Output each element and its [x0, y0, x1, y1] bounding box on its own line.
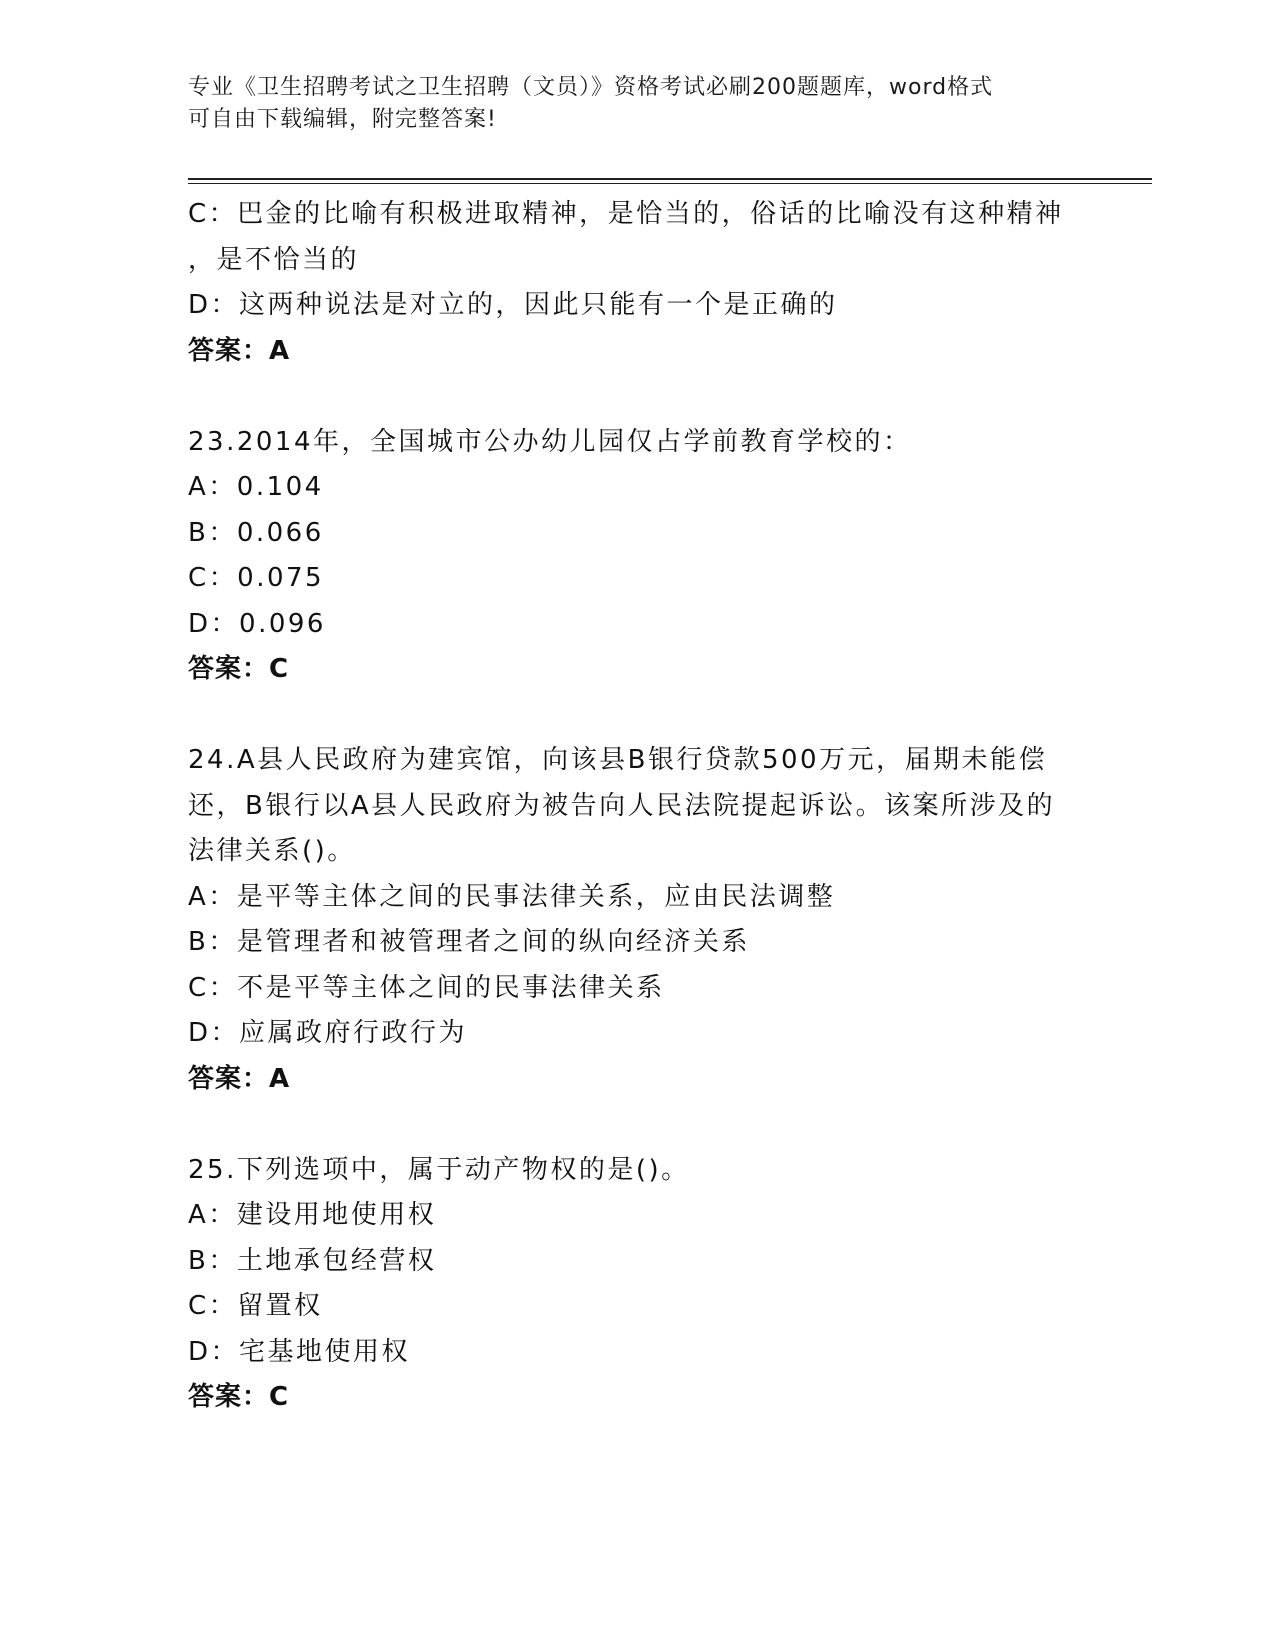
- option-b: B：0.066: [188, 517, 324, 548]
- header-title-line-1: 专业《卫生招聘考试之卫生招聘（文员）》资格考试必刷200题题库，word格式: [188, 75, 994, 100]
- option-d: D：应属政府行政行为: [188, 1018, 468, 1048]
- header-rule-thick: [188, 178, 1152, 180]
- question-stem-line-1: 24.A县人民政府为建宾馆，向该县B银行贷款500万元，届期未能偿: [188, 745, 1048, 775]
- option-d: D：宅基地使用权: [188, 1336, 411, 1367]
- question-stem-line-3: 法律关系()。: [188, 836, 356, 866]
- option-a: A：建设用地使用权: [188, 1200, 437, 1230]
- option-c-line-2: ，是不恰当的: [188, 244, 360, 275]
- question-content: [188, 192, 1088, 1421]
- option-a: A：是平等主体之间的民事法律关系，应由民法调整: [188, 881, 836, 912]
- header-rule-thin: [188, 183, 1152, 184]
- answer-line: 答案：A: [188, 1063, 291, 1094]
- option-b: B：土地承包经营权: [188, 1245, 437, 1276]
- option-c: C：0.075: [188, 563, 325, 593]
- option-a: A：0.104: [188, 472, 324, 502]
- option-d: D：这两种说法是对立的，因此只能有一个是正确的: [188, 290, 838, 320]
- answer-line: 答案：C: [188, 1382, 290, 1412]
- option-d: D：0.096: [188, 608, 326, 639]
- answer-line: 答案：C: [188, 654, 290, 684]
- question-25: [188, 1148, 1088, 1421]
- header-title-line-2: 可自由下载编辑，附完整答案!: [188, 107, 497, 132]
- question-24: [188, 738, 1088, 1102]
- question-stem: 23.2014年，全国城市公办幼儿园仅占学前教育学校的：: [188, 426, 912, 457]
- option-c: C：不是平等主体之间的民事法律关系: [188, 972, 665, 1003]
- carryover-question: [188, 192, 1088, 374]
- question-stem-line-2: 还，B银行以A县人民政府为被告向人民法院提起诉讼。该案所涉及的: [188, 790, 1056, 821]
- answer-line: 答案：A: [188, 335, 291, 366]
- document-header: [188, 72, 1068, 136]
- question-23: [188, 420, 1088, 693]
- option-c-line-1: C：巴金的比喻有积极进取精神，是恰当的，俗话的比喻没有这种精神: [188, 199, 1064, 229]
- option-b: B：是管理者和被管理者之间的纵向经济关系: [188, 927, 750, 957]
- question-stem: 25.下列选项中，属于动产物权的是()。: [188, 1154, 690, 1185]
- option-c: C：留置权: [188, 1291, 323, 1321]
